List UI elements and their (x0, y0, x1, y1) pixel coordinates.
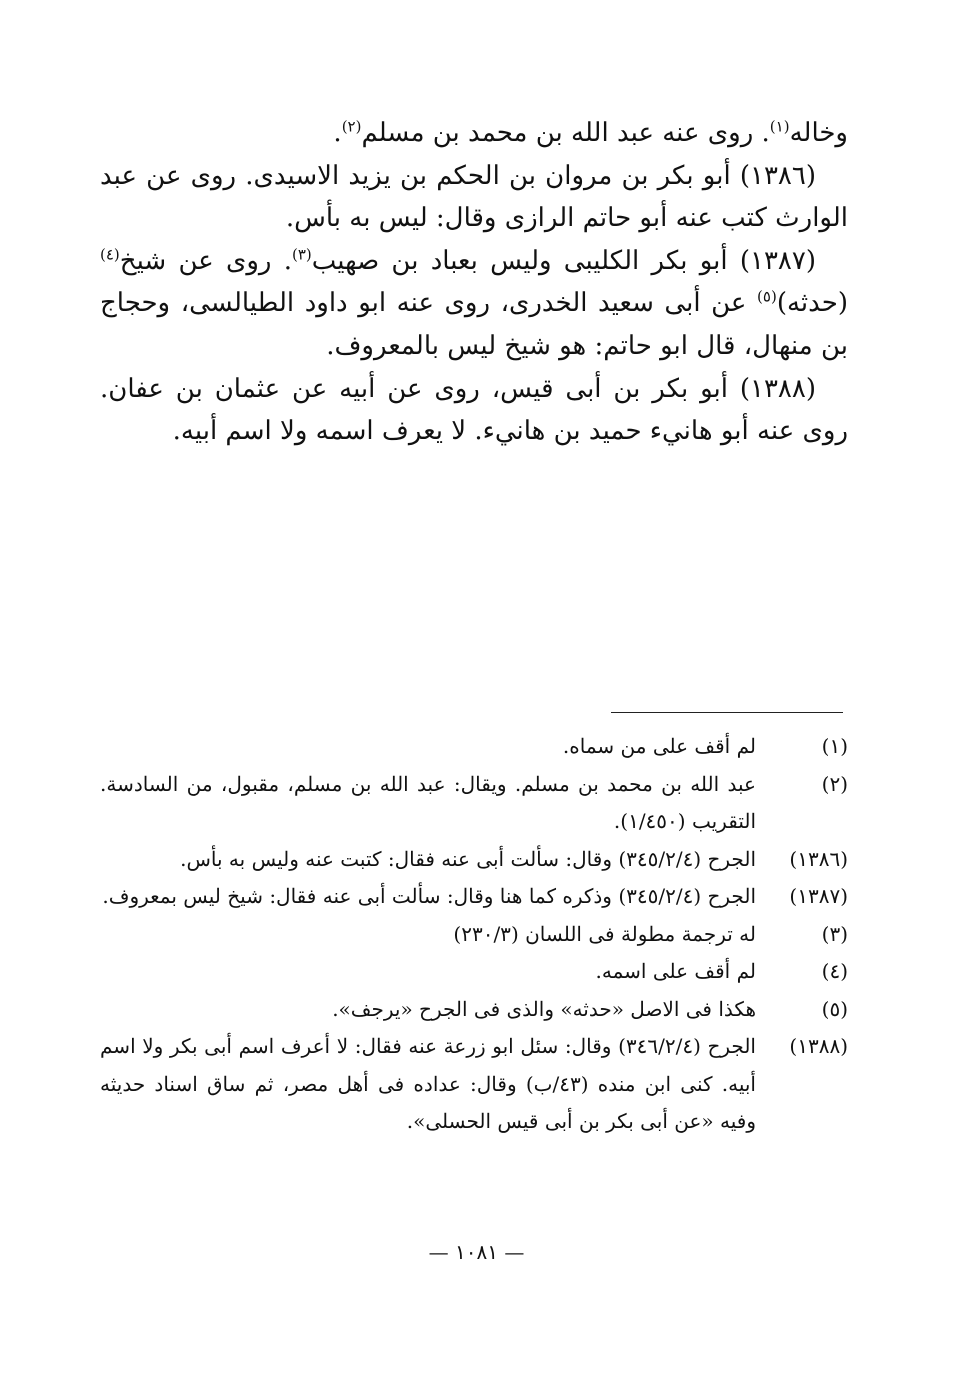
footnote-number: (٤) (821, 959, 848, 983)
footnote-text: الجرح (٣٤٥/٢/٤) وذكره كما هنا وقال: سألت أبى عنه فقال: شيخ ليس بمعروف. (102, 884, 756, 908)
footnote-ref[interactable]: (٢) (341, 117, 362, 136)
footnote-ref[interactable]: (٤) (100, 245, 120, 264)
footnote (100, 766, 848, 841)
footnote (100, 1028, 848, 1141)
footnote-ref[interactable]: (٥) (757, 287, 777, 306)
footnote (100, 953, 848, 991)
paragraph-continuation: وخاله$^{(١)}$. روى عنه عبد الله بن محمد بن مسلم$^{(٢)}$. (333, 117, 848, 148)
footnote-ref[interactable]: (٣) (291, 245, 312, 264)
footnote-text: هكذا فى الاصل «حدثه» والذى فى الجرح «يرجف». (332, 996, 756, 1021)
footnote-number: (٣) (821, 921, 848, 946)
main-text (100, 112, 848, 453)
footnote-text: الجرح (٣٤٥/٢/٤) وقال: سألت أبى عنه فقال: كتبت عنه وليس به بأس. (180, 846, 756, 871)
footnote-text: له ترجمة مطولة فى اللسان (٢٣٠/٣) (453, 921, 756, 946)
page-number: — ١٠٨١ — (428, 1240, 525, 1264)
footnote-number: (١٣٨٨) (789, 1034, 848, 1058)
footnote-number: (٢) (821, 771, 848, 796)
footnote (100, 991, 848, 1029)
entry-1387: (١٣٨٧) أبو بكر الكليبى وليس بعباد بن صهيب$^{(٣)}$. روى عن شيخ$^{(٤)}$ (حدثه)$^{(٥)}$ عن أبى سعيد الخدرى، روى عنه ابو داود الطيالسى، وحجاج بن منهال، قال ابو حاتم: هو شيخ ليس بالمعروف. (100, 245, 848, 361)
entry-1388: (١٣٨٨) أبو بكر بن أبى قيس، روى عن أبيه عن عثمان بن عفان. روى عنه أبو هانيء حميد بن هانيء. لا يعرف اسمه ولا اسم أبيه. (100, 373, 848, 447)
footnote-text: لم أقف على من سماه. (562, 734, 756, 758)
footnote-text: لم أقف على اسمه. (595, 959, 756, 983)
footnote (100, 728, 848, 766)
footnote-text: عبد الله بن محمد بن مسلم. ويقال: عبد الله بن مسلم، مقبول، من السادسة. التقريب (١/٤٥٠). (100, 771, 756, 833)
footnote (100, 878, 848, 916)
entry-1386: (١٣٨٦) أبو بكر بن مروان بن الحكم بن يزيد الاسيدى. روى عن عبد الوارث كتب عنه أبو حاتم الرازى وقال: ليس به بأس. (100, 160, 848, 234)
footnote (100, 916, 848, 954)
footnote-number: (١٣٨٦) (789, 846, 848, 871)
footnote (100, 841, 848, 879)
footnote-number: (١٣٨٧) (789, 884, 848, 908)
footnote-separator (611, 712, 843, 713)
footnote-text: الجرح (٣٤٦/٢/٤) وقال: سئل ابو زرعة عنه فقال: لا أعرف اسم أبى بكر ولا اسم أبيه. كنى ابن منده (٤٣/ب) وقال: عداده فى أهل مصر، ثم ساق اسناد حديثه وفيه «عن أبى بكر بن أبى قيس الحسلى». (100, 1034, 756, 1133)
footnote-number: (٥) (821, 996, 848, 1021)
footnote-number: (١) (821, 734, 848, 758)
footnotes (100, 728, 848, 1141)
footnote-ref[interactable]: (١) (769, 117, 790, 136)
